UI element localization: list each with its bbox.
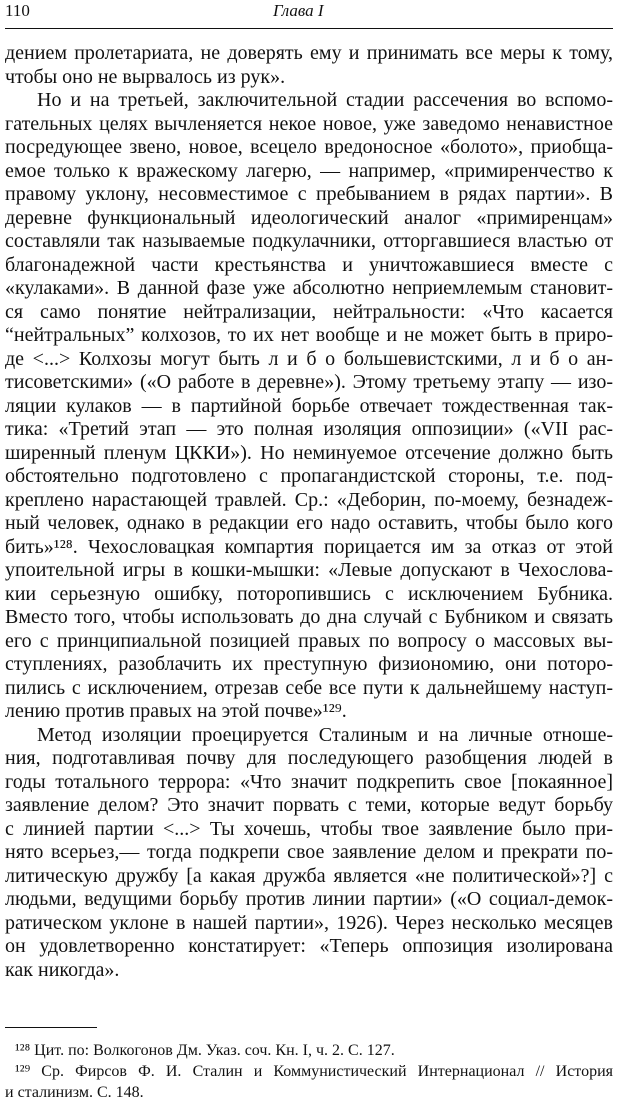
text-line: «кулаками». В данной фазе уже абсолютно неприемлемым становит- [5,277,613,299]
footnote-line: ¹²⁸ Цит. по: Волкогонов Дм. Указ. соч. Кн. I, ч. 2. С. 127. [15,1042,395,1059]
text-line: пились с исключением, отрезав себе все пути к дальнейшему наступ- [5,676,613,699]
text-line: ся само понятие нейтрализации, нейтральности: «Что касается [5,300,613,323]
footnotes [5,1040,613,1103]
footnote-line: и сталинизм. С. 148. [5,1084,144,1101]
text-line: его с принципиальной позицией правых по вопросу о массовых вы- [5,629,613,652]
text-line: ратическом уклоне в нашей партии», 1926). Через несколько месяцев [5,911,613,934]
text-line: Метод изоляции проецируется Сталиным и на личные отноше- [37,723,613,746]
text-line: упоительной игры в кошки-мышки: «Левые допускают в Чехослова- [5,559,613,581]
text-line: ширенный пленум ЦККИ»). Но неминуемое отсечение должно быть [5,441,613,464]
text-line: чтобы оно не вырвалось из рук». [5,65,286,88]
text-line: бить»¹²⁸. Чехословацкая компартия порицается им за отказ от этой [5,535,613,558]
text-line: с линией партии <...> Ты хочешь, чтобы твое заявление было при- [5,817,613,840]
text-line: емое только к вражескому лагерю, — например, «примиренчество к [5,159,613,182]
text-line: дением пролетариата, не доверять ему и принимать все меры к тому, [5,42,613,64]
text-line: правому уклону, несовместимое с пребыванием в рядах партии». В [5,183,613,205]
text-line: людьми, ведущими борьбу против линии партии» («О социал-демок- [5,888,613,910]
text-line: гательных целях вычленяется некое новое, уже заведомо ненавистное [5,112,613,135]
text-line: как никогда». [5,958,120,981]
footnote-divider [5,1027,97,1028]
running-head: Глава I [273,1,324,20]
text-line: тика: «Третий этап — это полная изоляция оппозиции» («VII рас- [5,418,613,440]
text-line: тисоветскими» («О работе в деревне»). Этому третьему этапу — изо- [5,371,613,393]
text-line: нято всерьез,— тогда подкрепи свое заявление делом и прекрати по- [5,841,613,863]
text-line: он удовлетворенно констатирует: «Теперь оппозиция изолирована [5,935,613,957]
text-line: литическую дружбу [а какая дружба является «не политической»?] с [5,864,613,887]
text-line: заявление делом? Это значит порвать с теми, которые ведут борьбу [5,794,613,816]
text-line: ный человек, однако в редакции его надо оставить, чтобы было кого [5,512,613,534]
text-line: обстоятельно подготовлено с пропагандистской стороны, т.е. под- [5,465,613,487]
text-line: деревне функциональный идеологический аналог «примиренцам» [5,206,613,229]
text-line: Вместо того, чтобы использовать до дна случай с Бубником и связать [5,606,613,628]
text-line: ступлениях, разоблачить их преступную физиономию, они потoро- [5,653,613,675]
text-line: Но и на третьей, заключительной стадии рассечения во вспомо- [37,89,613,111]
body-text [5,42,613,982]
text-line: ния, подготавливая почву для последующего разобщения людей в [5,747,613,769]
text-line: де <...> Колхозы могут быть л и б о большевистскими, л и б о ан- [5,347,613,370]
text-line: лению против правых на этой почве»¹²⁹. [5,700,347,722]
text-line: благонадежной части крестьянства и уничтожавшиеся вместе с [5,253,613,276]
text-line: кии серьезную ошибку, поторопившись с исключением Бубника. [5,582,613,605]
text-line: годы тотального террора: «Что значит подкрепить свое [покаянное] [5,770,613,793]
text-line: креплено нарастающей травлей. Ср.: «Деборин, по-моему, безнадеж- [5,488,613,511]
page-header [5,0,613,29]
text-line: составляли так называемые подкулачники, отторгавшиеся властью от [5,230,613,252]
page-number: 110 [5,1,30,20]
footnote-line: ¹²⁹ Ср. Фирсов Ф. И. Сталин и Коммунистический Интернационал // История [15,1063,613,1080]
text-line: посредующее звено, новое, всецело вредоносное «болото», приобща- [5,136,613,158]
text-line: “нейтральных” колхозов, то их нет вообще и не может быть в приро- [5,324,613,346]
text-line: ляции кулаков — в партийной борьбе отвечает тождественная так- [5,394,613,417]
